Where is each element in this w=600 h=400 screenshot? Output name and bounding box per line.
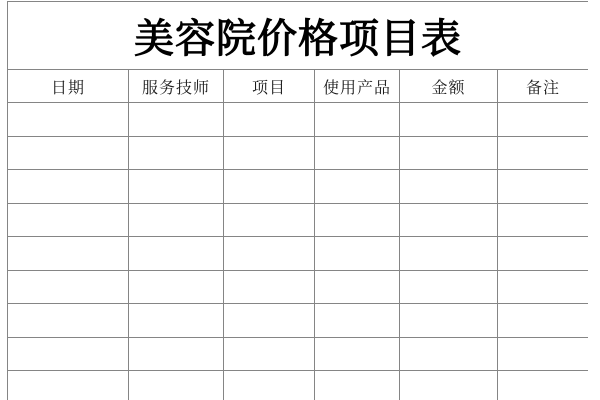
table-cell bbox=[400, 371, 498, 400]
table-cell bbox=[8, 270, 129, 304]
table-cell bbox=[400, 337, 498, 371]
table-cell bbox=[8, 371, 129, 400]
table-cell bbox=[129, 103, 224, 137]
table-cell bbox=[8, 304, 129, 338]
table-cell bbox=[498, 203, 589, 237]
table-cell bbox=[400, 103, 498, 137]
table-cell bbox=[224, 337, 315, 371]
table-cell bbox=[315, 103, 400, 137]
table-cell bbox=[400, 170, 498, 204]
column-header-products: 使用产品 bbox=[315, 70, 400, 103]
price-list-sheet bbox=[7, 1, 588, 400]
table-cell bbox=[224, 371, 315, 400]
table-row bbox=[8, 237, 589, 271]
table-cell bbox=[400, 136, 498, 170]
column-header-technician: 服务技师 bbox=[129, 70, 224, 103]
table-cell bbox=[129, 270, 224, 304]
table-cell bbox=[129, 304, 224, 338]
column-header-date: 日期 bbox=[8, 70, 129, 103]
table-cell bbox=[8, 103, 129, 137]
table-cell bbox=[498, 103, 589, 137]
table-cell bbox=[129, 170, 224, 204]
table-cell bbox=[224, 103, 315, 137]
table-cell bbox=[400, 237, 498, 271]
table-cell bbox=[315, 371, 400, 400]
table-cell bbox=[224, 136, 315, 170]
column-header-remarks: 备注 bbox=[498, 70, 589, 103]
table-header-row bbox=[8, 70, 589, 103]
table-row bbox=[8, 103, 589, 137]
table-cell bbox=[8, 203, 129, 237]
table-cell bbox=[498, 304, 589, 338]
table-cell bbox=[224, 203, 315, 237]
table-cell bbox=[129, 136, 224, 170]
table-row bbox=[8, 136, 589, 170]
table-cell bbox=[498, 337, 589, 371]
column-header-amount: 金额 bbox=[400, 70, 498, 103]
table-cell bbox=[400, 203, 498, 237]
column-header-item: 项目 bbox=[224, 70, 315, 103]
title-row bbox=[8, 2, 589, 70]
price-table bbox=[7, 1, 588, 400]
table-cell bbox=[8, 237, 129, 271]
table-cell bbox=[498, 237, 589, 271]
page-title: 美容院价格项目表 bbox=[8, 2, 589, 70]
table-cell bbox=[400, 270, 498, 304]
table-cell bbox=[315, 337, 400, 371]
table-row bbox=[8, 304, 589, 338]
table-cell bbox=[498, 371, 589, 400]
table-cell bbox=[129, 371, 224, 400]
table-cell bbox=[315, 270, 400, 304]
table-cell bbox=[129, 203, 224, 237]
table-body bbox=[8, 103, 589, 400]
table-cell bbox=[129, 237, 224, 271]
table-cell bbox=[315, 304, 400, 338]
table-row bbox=[8, 337, 589, 371]
table-cell bbox=[315, 203, 400, 237]
table-cell bbox=[8, 136, 129, 170]
table-row bbox=[8, 203, 589, 237]
table-cell bbox=[224, 237, 315, 271]
table-cell bbox=[224, 270, 315, 304]
table-cell bbox=[224, 304, 315, 338]
table-cell bbox=[224, 170, 315, 204]
table-row bbox=[8, 371, 589, 400]
table-cell bbox=[8, 337, 129, 371]
table-cell bbox=[315, 136, 400, 170]
table-cell bbox=[498, 136, 589, 170]
table-cell bbox=[498, 270, 589, 304]
table-cell bbox=[315, 170, 400, 204]
table-row bbox=[8, 270, 589, 304]
table-cell bbox=[8, 170, 129, 204]
table-cell bbox=[498, 170, 589, 204]
table-cell bbox=[129, 337, 224, 371]
table-row bbox=[8, 170, 589, 204]
table-cell bbox=[400, 304, 498, 338]
table-cell bbox=[315, 237, 400, 271]
